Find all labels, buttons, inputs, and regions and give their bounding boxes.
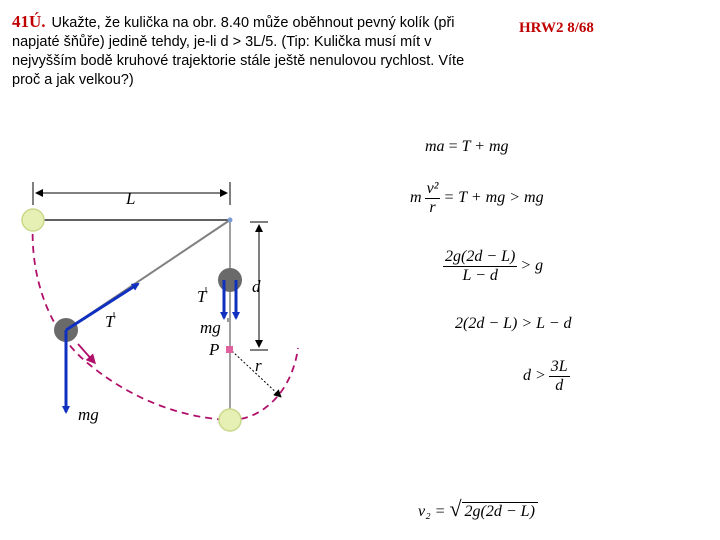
eq2-left: m	[410, 189, 422, 207]
path-direction-arrow	[78, 344, 94, 362]
eq6-radicand: 2g(2d − L)	[462, 502, 538, 520]
label-mg-left: mg	[78, 405, 99, 424]
problem-text: Ukažte, že kulička na obr. 8.40 může oběhnout pevný kolík (při napjaté šňůře) jedině tehdy, je-li d > 3L/5. (Tip: Kulička musí mít v nejvyšším bodě kruhové trajektorie stále ještě nenulovou rychlost. Víte proč a jak velkou?)	[12, 15, 465, 88]
eq3-denominator: L − d	[462, 267, 498, 284]
label-tension-top: T	[197, 287, 207, 306]
eq3-right: > g	[520, 257, 544, 275]
sqrt-icon: √	[449, 496, 462, 521]
label-r: r	[255, 356, 262, 375]
equation-simplified	[455, 315, 572, 333]
peg-marker	[226, 346, 233, 353]
eq4-text: 2(2d − L) > L − d	[455, 315, 572, 332]
equation-newton-vector	[425, 138, 509, 156]
ball-start-ghost	[22, 209, 44, 231]
label-mg-top: mg	[200, 318, 221, 337]
pivot-point	[228, 218, 233, 223]
eq6-left: v₂ =	[418, 503, 446, 520]
eq3-fraction	[443, 248, 517, 285]
eq5-denominator: d	[555, 377, 564, 394]
eq5-left: d >	[523, 367, 546, 385]
equation-speed	[418, 496, 538, 522]
eq3-numerator: 2g(2d − L)	[445, 248, 516, 265]
label-d: d	[252, 277, 261, 296]
ball-top	[218, 268, 242, 292]
eq5-numerator: 3L	[550, 358, 568, 375]
eq5-fraction	[549, 358, 570, 395]
eq2-numerator: v²	[426, 180, 439, 197]
problem-number: 41Ú.	[12, 12, 46, 31]
ball-bottom-ghost	[219, 409, 241, 431]
eq1-left: ma	[425, 138, 445, 155]
eq2-right: = T + mg > mg	[443, 189, 544, 207]
label-tension-left: T	[105, 312, 115, 331]
equation-centripetal	[410, 180, 544, 217]
eq2-fraction	[425, 180, 441, 217]
equation-velocity-condition	[440, 248, 543, 285]
slide-tag: HRW2 8/68	[519, 20, 594, 36]
equation-result	[523, 358, 573, 395]
tension-vector-left	[66, 284, 138, 330]
label-l: L	[126, 189, 136, 208]
eq2-denominator: r	[429, 199, 436, 216]
eq1-equals: =	[448, 138, 458, 155]
label-p: P	[209, 340, 220, 359]
eq1-right: T + mg	[461, 138, 509, 155]
